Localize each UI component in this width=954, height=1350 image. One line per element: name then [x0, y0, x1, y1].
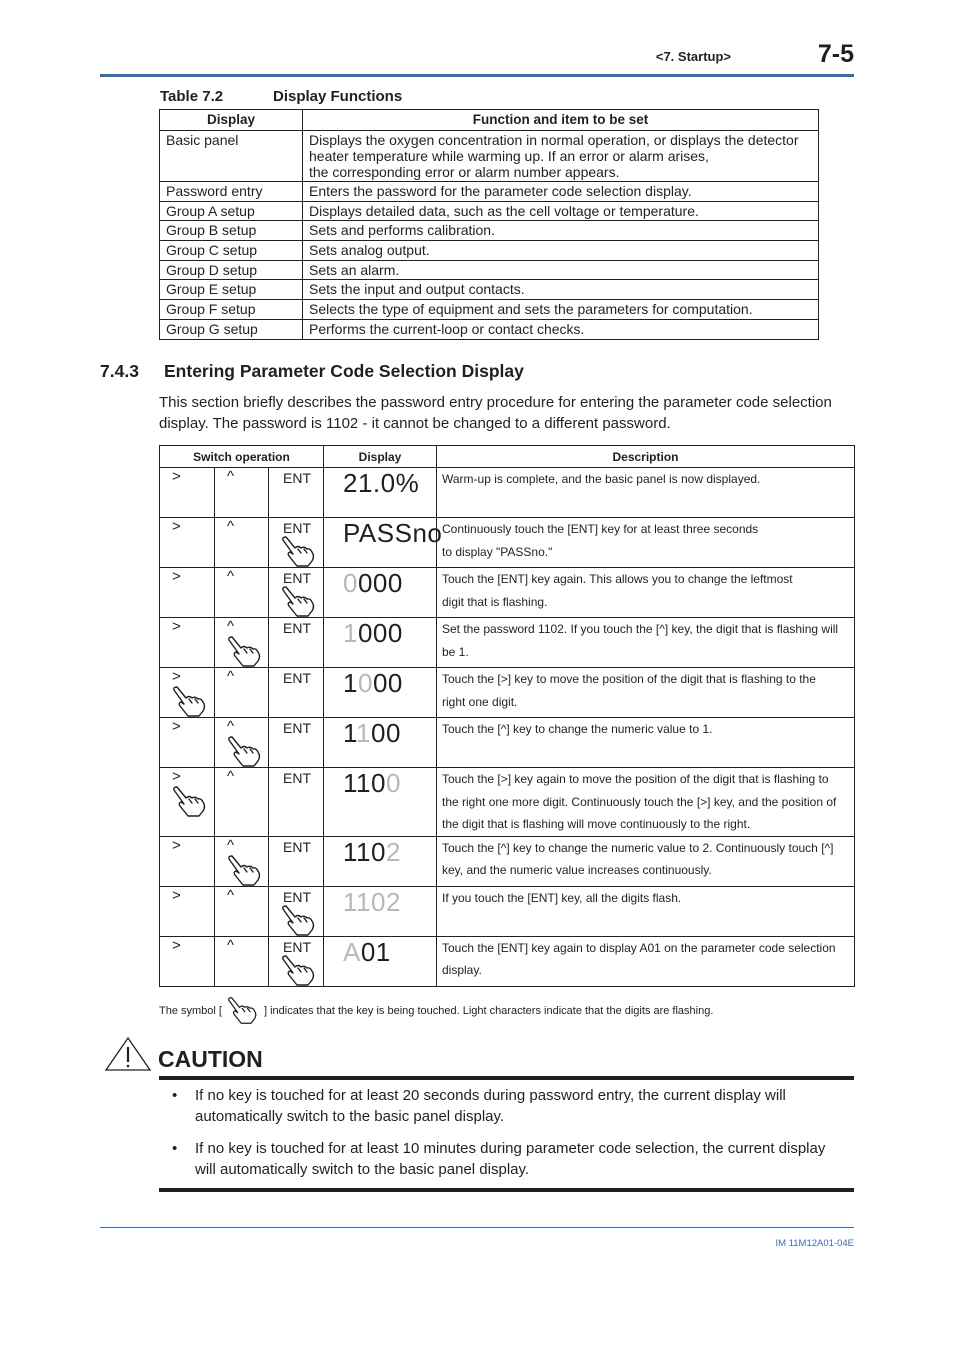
caution-item-line: If no key is touched for at least 10 minutes during parameter code selection, the current display	[195, 1140, 826, 1157]
right-key-label: >	[172, 836, 181, 854]
footer-document-id: IM 11M12A01-04E	[775, 1238, 854, 1249]
display-digit: 110	[343, 768, 386, 798]
cell-display: Basic panel	[160, 131, 303, 182]
flashing-digit: 0	[385, 768, 401, 798]
display-digit: 110	[343, 836, 386, 867]
section-number: 7.4.3	[100, 361, 139, 381]
ent-key-label: ENT	[283, 888, 311, 905]
page-number: 7-5	[817, 40, 854, 68]
password-procedure-table	[159, 445, 855, 987]
cell-function	[303, 131, 819, 182]
display-cell	[324, 468, 437, 518]
table-header-function: Function and item to be set	[303, 110, 819, 131]
up-key-label: ^	[227, 618, 235, 635]
up-key-label: ^	[227, 936, 235, 954]
procedure-row	[160, 568, 855, 618]
description-line: Warm-up is complete, and the basic panel is now displayed.	[442, 472, 761, 486]
cell-function-line: Displays detailed data, such as the cell voltage or temperature.	[309, 202, 699, 219]
flashing-digit: 1	[343, 618, 358, 648]
ent-key-cell	[269, 836, 324, 886]
right-key-cell	[160, 618, 215, 668]
procedure-row	[160, 468, 855, 518]
ent-key-cell	[269, 886, 324, 936]
table-row	[160, 201, 819, 221]
description-line: Set the password 1102. If you touch the [^] key, the digit that is flashing will	[442, 622, 839, 636]
display-digit: 000	[357, 618, 403, 648]
ent-key-label: ENT	[283, 720, 311, 736]
description-line: digit that is flashing.	[442, 594, 548, 609]
hand-touch-icon	[281, 903, 317, 937]
description-line: the right one more digit. Continuously touch the [>] key, and the position of	[442, 794, 837, 809]
ent-key-cell	[269, 468, 324, 518]
table-row	[160, 300, 819, 320]
description-line: Touch the [>] key to move the position of the digit that is flashing to the	[442, 672, 816, 686]
display-value	[343, 718, 401, 748]
flashing-digit: 1102	[343, 886, 401, 917]
cell-function	[303, 319, 819, 339]
display-value	[343, 887, 401, 917]
up-key-cell	[215, 936, 269, 986]
up-key-cell	[215, 568, 269, 618]
up-key-cell	[215, 886, 269, 936]
up-key-label: ^	[227, 468, 235, 485]
cell-display: Group G setup	[160, 319, 303, 339]
hand-touch-icon	[227, 853, 263, 887]
table-caption-number: Table 7.2	[160, 88, 224, 105]
up-key-cell	[215, 468, 269, 518]
cell-function	[303, 182, 819, 202]
ent-key-label: ENT	[283, 470, 311, 486]
display-cell	[324, 718, 437, 768]
up-key-label: ^	[227, 768, 235, 785]
cell-function-line: Sets and performs calibration.	[309, 222, 495, 239]
table-caption-title: Display Functions	[273, 88, 403, 105]
up-key-label: ^	[227, 886, 235, 904]
cell-function-line: Enters the password for the parameter code selection display.	[309, 183, 692, 199]
hand-touch-icon	[227, 734, 263, 768]
procedure-row	[160, 936, 855, 986]
right-key-cell	[160, 518, 215, 568]
procedure-row	[160, 618, 855, 668]
display-digit: 000	[357, 568, 403, 598]
display-cell	[324, 568, 437, 618]
right-key-cell	[160, 886, 215, 936]
description-cell	[437, 468, 855, 518]
ent-key-label: ENT	[283, 620, 311, 636]
description-line: Touch the [^] key to change the numeric value to 2. Continuously touch [^]	[442, 840, 834, 855]
up-key-cell	[215, 618, 269, 668]
right-key-cell	[160, 836, 215, 886]
table-row	[160, 241, 819, 261]
header-rule	[100, 74, 854, 77]
header-description: Description	[437, 446, 855, 468]
cell-display: Group C setup	[160, 241, 303, 261]
ent-key-label: ENT	[283, 520, 311, 536]
caution-rule-bottom	[159, 1188, 854, 1192]
description-line: to display "PASSno."	[442, 544, 553, 559]
right-key-cell	[160, 568, 215, 618]
display-digit: 00	[372, 668, 403, 698]
hand-touch-icon	[281, 534, 317, 568]
flashing-digit: 1	[356, 718, 371, 748]
table-header-display: Display	[160, 110, 303, 131]
description-line: Touch the [ENT] key again. This allows you to change the leftmost	[442, 572, 793, 586]
table-row	[160, 131, 819, 182]
hand-touch-icon	[281, 584, 317, 618]
description-line: be 1.	[442, 644, 469, 659]
display-value	[343, 468, 419, 498]
header-switch-operation: Switch operation	[160, 446, 324, 468]
right-key-label: >	[172, 936, 181, 954]
display-digit: PASSno	[343, 518, 443, 548]
cell-display: Group E setup	[160, 280, 303, 300]
display-digit: 00	[371, 718, 401, 748]
display-cell	[324, 668, 437, 718]
bullet-dot: •	[172, 1140, 178, 1157]
display-value	[343, 937, 391, 967]
right-key-label: >	[172, 618, 181, 635]
hand-touch-icon	[224, 995, 262, 1025]
header-display: Display	[324, 446, 437, 468]
ent-key-cell	[269, 768, 324, 837]
caution-item-line: automatically switch to the basic panel display.	[195, 1108, 505, 1125]
description-cell	[437, 768, 855, 837]
display-value	[343, 668, 403, 698]
right-key-cell	[160, 718, 215, 768]
cell-function-line: Sets an alarm.	[309, 261, 400, 278]
caution-item	[170, 1085, 860, 1127]
display-functions-table	[159, 109, 819, 340]
description-cell	[437, 518, 855, 568]
up-key-label: ^	[227, 718, 235, 735]
display-value	[343, 568, 403, 598]
cell-display: Password entry	[160, 182, 303, 202]
right-key-cell	[160, 936, 215, 986]
procedure-row	[160, 518, 855, 568]
description-line: the digit that is flashing will move continuously to the right.	[442, 817, 751, 831]
display-value	[343, 837, 401, 867]
up-key-cell	[215, 668, 269, 718]
caution-rule-top	[159, 1076, 854, 1080]
cell-function	[303, 241, 819, 261]
display-cell	[324, 886, 437, 936]
description-line: If you touch the [ENT] key, all the digits flash.	[442, 890, 682, 905]
description-line: Continuously touch the [ENT] key for at least three seconds	[442, 522, 759, 536]
ent-key-cell	[269, 618, 324, 668]
display-cell	[324, 618, 437, 668]
warning-triangle-icon	[104, 1036, 152, 1072]
cell-display: Group F setup	[160, 300, 303, 320]
description-cell	[437, 936, 855, 986]
display-digit: 01	[360, 936, 391, 967]
footer-rule	[100, 1227, 854, 1228]
symbol-note-after: ] indicates that the key is being touched. Light characters indicate that the digits are flashing.	[263, 1004, 714, 1017]
procedure-row	[160, 668, 855, 718]
right-key-label: >	[172, 668, 181, 685]
cell-function	[303, 260, 819, 280]
ent-key-label: ENT	[283, 838, 311, 855]
ent-key-label: ENT	[283, 570, 311, 586]
up-key-cell	[215, 768, 269, 837]
ent-key-label: ENT	[283, 670, 311, 686]
description-cell	[437, 718, 855, 768]
description-cell	[437, 836, 855, 886]
up-key-cell	[215, 718, 269, 768]
cell-function-line: heater temperature while warming up. If an error or alarm arises,	[309, 148, 709, 164]
display-cell	[324, 518, 443, 568]
procedure-row	[160, 836, 855, 886]
ent-key-cell	[269, 936, 324, 986]
right-key-cell	[160, 768, 215, 837]
description-cell	[437, 668, 855, 718]
up-key-label: ^	[227, 518, 235, 535]
right-key-label: >	[172, 768, 181, 785]
right-key-label: >	[172, 568, 181, 585]
cell-function	[303, 201, 819, 221]
display-cell	[324, 936, 437, 986]
caution-item	[170, 1138, 860, 1180]
section-intro	[159, 392, 859, 434]
cell-function-line: Selects the type of equipment and sets the parameters for computation.	[309, 301, 753, 318]
table-row	[160, 260, 819, 280]
cell-function-line: Sets the input and output contacts.	[309, 281, 525, 298]
right-key-label: >	[172, 718, 181, 735]
description-line: Touch the [ENT] key again to display A01 on the parameter code selection	[442, 940, 836, 955]
flashing-digit: 0	[343, 568, 358, 598]
display-cell	[324, 836, 437, 886]
caution-list	[170, 1085, 860, 1191]
description-cell	[437, 886, 855, 936]
display-digit: 1	[343, 668, 358, 698]
display-value	[343, 618, 403, 648]
ent-key-cell	[269, 518, 324, 568]
cell-function	[303, 221, 819, 241]
section-title: Entering Parameter Code Selection Display	[164, 361, 524, 381]
up-key-cell	[215, 518, 269, 568]
description-line: key, and the numeric value increases continuously.	[442, 863, 712, 877]
caution-item-line: If no key is touched for at least 20 seconds during password entry, the current display will	[195, 1087, 786, 1104]
cell-function-line: Displays the oxygen concentration in normal operation, or displays the detector	[309, 132, 799, 148]
cell-function-line: the corresponding error or alarm number appears.	[309, 164, 620, 180]
hand-touch-icon	[281, 953, 317, 987]
right-key-label: >	[172, 886, 181, 904]
description-line: Touch the [^] key to change the numeric value to 1.	[442, 722, 713, 736]
table-row	[160, 221, 819, 241]
display-digit: 1	[343, 718, 357, 748]
ent-key-cell	[269, 718, 324, 768]
symbol-note	[159, 997, 713, 1027]
description-cell	[437, 568, 855, 618]
procedure-row	[160, 718, 855, 768]
ent-key-cell	[269, 568, 324, 618]
running-header-section: <7. Startup>	[655, 49, 731, 64]
right-key-label: >	[172, 518, 181, 535]
flashing-digit: 0	[357, 668, 373, 698]
cell-function	[303, 300, 819, 320]
description-cell	[437, 618, 855, 668]
hand-touch-icon	[227, 634, 263, 668]
cell-function-line: Sets analog output.	[309, 242, 430, 259]
table-row	[160, 280, 819, 300]
intro-line: display. The password is 1102 - it cannot be changed to a different password.	[159, 415, 671, 432]
display-digit: 21.0%	[343, 468, 420, 498]
bullet-dot: •	[172, 1087, 178, 1104]
cell-display: Group B setup	[160, 221, 303, 241]
display-value	[343, 768, 401, 798]
flashing-digit: A	[343, 936, 361, 967]
description-line: right one digit.	[442, 694, 518, 709]
right-key-cell	[160, 468, 215, 518]
description-line: display.	[442, 963, 482, 977]
right-key-label: >	[172, 468, 181, 485]
procedure-row	[160, 768, 855, 837]
symbol-note-before: The symbol [	[159, 1004, 222, 1017]
flashing-digit: 2	[385, 836, 401, 867]
ent-key-label: ENT	[283, 770, 311, 786]
caution-item-line: will automatically switch to the basic panel display.	[195, 1161, 530, 1178]
display-value	[343, 518, 442, 548]
up-key-label: ^	[227, 568, 235, 585]
ent-key-cell	[269, 668, 324, 718]
cell-function	[303, 280, 819, 300]
display-cell	[324, 768, 437, 837]
table-row	[160, 319, 819, 339]
caution-title: CAUTION	[158, 1046, 263, 1072]
cell-function-line: Performs the current-loop or contact checks.	[309, 320, 585, 337]
right-key-cell	[160, 668, 215, 718]
cell-display: Group A setup	[160, 201, 303, 221]
description-line: Touch the [>] key again to move the position of the digit that is flashing to	[442, 772, 829, 786]
hand-touch-icon	[172, 684, 208, 718]
up-key-cell	[215, 836, 269, 886]
up-key-label: ^	[227, 668, 235, 685]
procedure-row	[160, 886, 855, 936]
up-key-label: ^	[227, 836, 235, 854]
cell-display: Group D setup	[160, 260, 303, 280]
hand-touch-icon	[172, 784, 208, 818]
intro-line: This section briefly describes the password entry procedure for entering the parameter code selection	[159, 394, 832, 411]
ent-key-label: ENT	[283, 938, 311, 955]
table-row	[160, 182, 819, 202]
